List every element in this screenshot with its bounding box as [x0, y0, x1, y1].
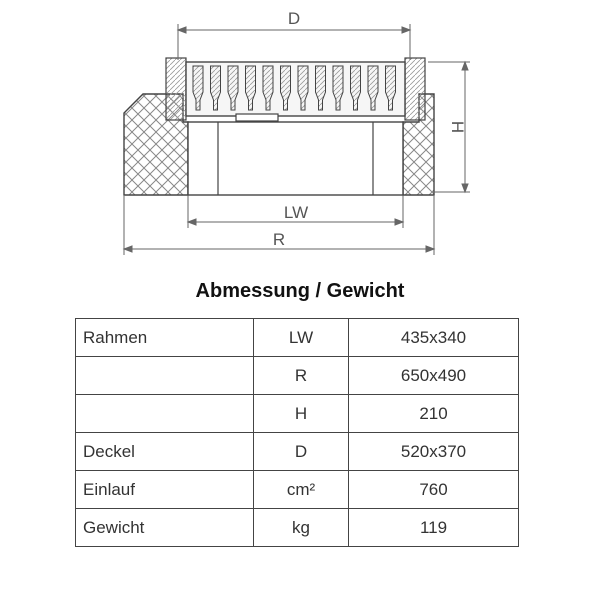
frame-flange-right — [405, 58, 425, 120]
table-row — [76, 395, 519, 433]
frame-slot — [236, 114, 278, 121]
table-row — [76, 433, 519, 471]
specs-table — [75, 318, 519, 547]
row-unit-cell: LW — [254, 319, 349, 357]
dimension-label-H: H — [448, 120, 467, 134]
row-value-cell: 760 — [349, 471, 519, 509]
frame-flange-left — [166, 58, 186, 120]
dimension-label-D: D — [287, 9, 301, 28]
table-row — [76, 357, 519, 395]
row-value-cell: 650x490 — [349, 357, 519, 395]
row-value-cell: 210 — [349, 395, 519, 433]
row-value-cell: 520x370 — [349, 433, 519, 471]
row-name-cell — [76, 395, 254, 433]
table-row — [76, 319, 519, 357]
row-value-cell: 435x340 — [349, 319, 519, 357]
dimension-label-R: R — [272, 230, 286, 249]
row-unit-cell: R — [254, 357, 349, 395]
dimension-label-LW: LW — [283, 203, 309, 222]
table-row — [76, 509, 519, 547]
row-unit-cell: kg — [254, 509, 349, 547]
row-name-cell: Rahmen — [76, 319, 254, 357]
cross-section-drawing — [0, 0, 600, 270]
row-name-cell: Einlauf — [76, 471, 254, 509]
row-name-cell: Deckel — [76, 433, 254, 471]
frame-body — [188, 122, 403, 195]
row-unit-cell: cm² — [254, 471, 349, 509]
row-unit-cell: D — [254, 433, 349, 471]
row-value-cell: 119 — [349, 509, 519, 547]
table-row — [76, 471, 519, 509]
row-name-cell: Gewicht — [76, 509, 254, 547]
row-unit-cell: H — [254, 395, 349, 433]
grate-cover — [186, 62, 405, 116]
row-name-cell — [76, 357, 254, 395]
section-title: Abmessung / Gewicht — [195, 280, 405, 302]
